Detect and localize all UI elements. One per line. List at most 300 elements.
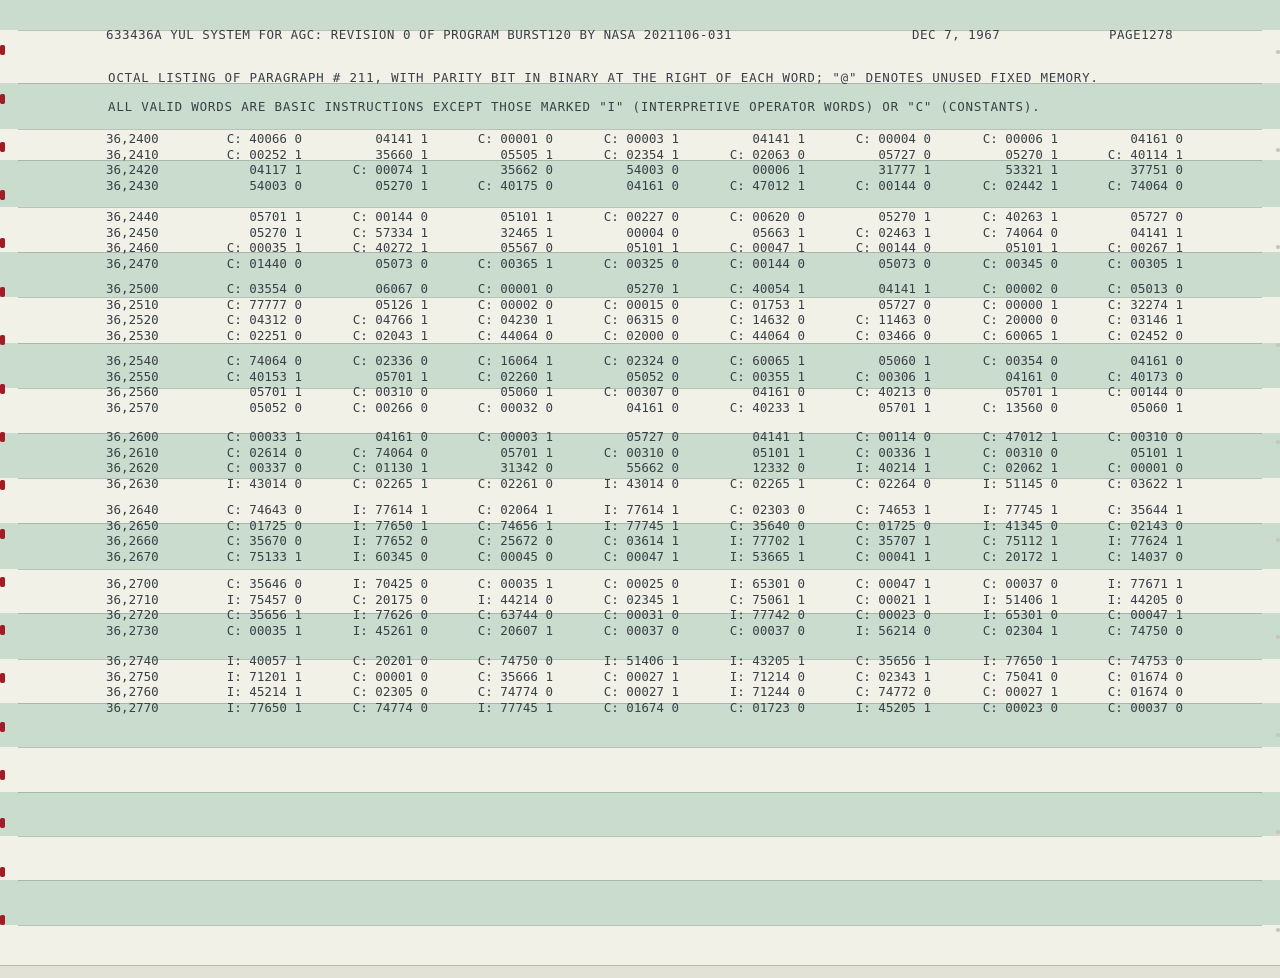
listing-word: C: 75112 1 — [982, 533, 1058, 548]
listing-description-line1: OCTAL LISTING OF PARAGRAPH # 211, WITH PARITY BIT IN BINARY AT THE RIGHT OF EACH WORD; "@" DENOTES UNUSED FIXED MEMORY. — [108, 70, 1099, 85]
listing-word: C: 00266 0 — [352, 399, 428, 415]
listing-row — [0, 533, 1280, 548]
listing-word: 31342 0 — [500, 460, 553, 475]
listing-word: 04161 0 — [1130, 131, 1183, 146]
listing-word: C: 40233 1 — [729, 399, 805, 415]
listing-row — [0, 518, 1280, 533]
listing-word: C: 02251 0 — [226, 327, 302, 343]
listing-word: C: 00033 1 — [226, 429, 302, 444]
listing-word: 05101 1 — [752, 444, 805, 460]
listing-word: C: 02343 1 — [855, 668, 931, 684]
listing-word: C: 40213 0 — [855, 384, 931, 399]
listing-address: 36,2400 — [106, 131, 159, 146]
listing-address: 36,2700 — [106, 576, 159, 591]
listing-word: C: 02305 0 — [352, 684, 428, 699]
listing-row — [0, 592, 1280, 607]
listing-word: 05727 0 — [626, 429, 679, 444]
listing-row — [0, 369, 1280, 384]
listing-word: C: 74064 0 — [982, 224, 1058, 240]
listing-word: 05060 1 — [500, 384, 553, 399]
listing-word: C: 74064 0 — [226, 353, 302, 368]
listing-word: 54003 0 — [626, 162, 679, 177]
listing-word: C: 02442 1 — [982, 177, 1058, 193]
listing-word: C: 00023 0 — [855, 607, 931, 622]
listing-word: 05727 0 — [878, 146, 931, 162]
feed-hole-left — [0, 915, 5, 925]
listing-word: C: 00305 1 — [1107, 255, 1183, 271]
listing-word: C: 74753 0 — [1107, 653, 1183, 668]
listing-word: I: 77671 1 — [1107, 576, 1183, 591]
listing-word: C: 02143 0 — [1107, 517, 1183, 533]
listing-word: C: 40173 0 — [1107, 368, 1183, 384]
listing-row — [0, 312, 1280, 327]
listing-word: C: 00037 0 — [729, 622, 805, 638]
listing-address: 36,2740 — [106, 653, 159, 668]
listing-word: C: 20175 0 — [352, 591, 428, 607]
listing-word: C: 00002 0 — [477, 296, 553, 312]
listing-address: 36,2540 — [106, 353, 159, 368]
listing-word: C: 06315 0 — [603, 312, 679, 327]
listing-row — [0, 225, 1280, 240]
listing-word: 05101 1 — [1005, 240, 1058, 255]
listing-word: I: 40214 1 — [855, 460, 931, 475]
feed-hole-right — [1276, 50, 1280, 54]
listing-word: C: 00035 1 — [477, 576, 553, 591]
listing-row — [0, 429, 1280, 444]
listing-word: C: 14037 0 — [1107, 548, 1183, 564]
listing-word: C: 74064 0 — [352, 444, 428, 460]
feed-hole-left — [0, 770, 5, 780]
listing-address: 36,2630 — [106, 475, 159, 491]
listing-word: C: 75061 1 — [729, 591, 805, 607]
listing-word: C: 02354 1 — [603, 146, 679, 162]
listing-word: I: 77745 1 — [477, 699, 553, 715]
listing-address: 36,2570 — [106, 399, 159, 415]
listing-word: C: 47012 1 — [729, 177, 805, 193]
listing-word: I: 43014 0 — [603, 475, 679, 491]
listing-address: 36,2620 — [106, 460, 159, 475]
listing-word: 04161 0 — [626, 399, 679, 415]
listing-word: C: 01440 0 — [226, 255, 302, 271]
listing-word: 32465 1 — [500, 224, 553, 240]
listing-word: C: 00620 0 — [729, 209, 805, 224]
listing-word: 54003 0 — [249, 177, 302, 193]
listing-word: C: 32274 1 — [1107, 296, 1183, 312]
listing-word: 04141 1 — [878, 281, 931, 296]
listing-word: C: 02043 1 — [352, 327, 428, 343]
listing-word: 31777 1 — [878, 162, 931, 177]
listing-word: 12332 0 — [752, 460, 805, 475]
listing-address: 36,2720 — [106, 607, 159, 622]
listing-word: C: 35656 1 — [226, 607, 302, 622]
listing-word: 53321 1 — [1005, 162, 1058, 177]
listing-word: I: 77650 1 — [982, 653, 1058, 668]
listing-word: C: 74643 0 — [226, 502, 302, 517]
listing-address: 36,2660 — [106, 533, 159, 548]
listing-word: C: 02063 0 — [729, 146, 805, 162]
feed-hole-right — [1276, 928, 1280, 932]
listing-word: 05126 1 — [375, 296, 428, 312]
listing-word: 05701 1 — [500, 444, 553, 460]
listing-word: I: 71244 0 — [729, 684, 805, 699]
listing-word: 05701 1 — [249, 384, 302, 399]
listing-word: 00006 1 — [752, 162, 805, 177]
listing-word: C: 74064 0 — [1107, 177, 1183, 193]
listing-word: C: 00144 0 — [855, 177, 931, 193]
listing-row — [0, 240, 1280, 255]
listing-word: I: 77624 1 — [1107, 533, 1183, 548]
green-bar — [0, 880, 1280, 925]
listing-word: C: 00355 1 — [729, 368, 805, 384]
listing-word: C: 00325 0 — [603, 255, 679, 271]
listing-word: I: 77745 1 — [603, 517, 679, 533]
listing-word: I: 44205 0 — [1107, 591, 1183, 607]
listing-address: 36,2650 — [106, 517, 159, 533]
listing-word: C: 74656 1 — [477, 517, 553, 533]
listing-word: C: 00047 1 — [855, 576, 931, 591]
listing-word: 05727 0 — [878, 296, 931, 312]
header-title: 633436A YUL SYSTEM FOR AGC: REVISION 0 OF PROGRAM BURST120 BY NASA 2021106-031 — [106, 27, 732, 42]
listing-word: I: 43014 0 — [226, 475, 302, 491]
listing-word: C: 00035 1 — [226, 622, 302, 638]
listing-address: 36,2770 — [106, 699, 159, 715]
header-date: DEC 7, 1967 — [912, 27, 1001, 42]
listing-word: 05270 1 — [375, 177, 428, 193]
listing-row — [0, 328, 1280, 343]
listing-word: C: 35646 0 — [226, 576, 302, 591]
listing-word: I: 71214 0 — [729, 668, 805, 684]
listing-row — [0, 209, 1280, 224]
listing-row — [0, 460, 1280, 475]
listing-word: C: 25672 0 — [477, 533, 553, 548]
listing-row — [0, 131, 1280, 146]
listing-word: 05270 1 — [249, 224, 302, 240]
listing-word: C: 35656 1 — [855, 653, 931, 668]
listing-word: C: 00252 1 — [226, 146, 302, 162]
listing-row — [0, 476, 1280, 491]
listing-word: C: 35670 0 — [226, 533, 302, 548]
listing-word: C: 02336 0 — [352, 353, 428, 368]
listing-address: 36,2610 — [106, 444, 159, 460]
listing-word: C: 05013 0 — [1107, 281, 1183, 296]
listing-word: 00004 0 — [626, 224, 679, 240]
listing-word: C: 02064 1 — [477, 502, 553, 517]
listing-word: C: 00023 0 — [982, 699, 1058, 715]
listing-word: C: 00227 0 — [603, 209, 679, 224]
listing-word: C: 00002 0 — [982, 281, 1058, 296]
listing-word: C: 00015 0 — [603, 296, 679, 312]
listing-word: C: 20607 1 — [477, 622, 553, 638]
listing-word: C: 04230 1 — [477, 312, 553, 327]
listing-word: I: 45261 0 — [352, 622, 428, 638]
listing-word: I: 77652 0 — [352, 533, 428, 548]
paper-bottom-edge — [0, 965, 1280, 978]
listing-word: C: 00021 1 — [855, 591, 931, 607]
listing-row — [0, 400, 1280, 415]
listing-word: C: 00035 1 — [226, 240, 302, 255]
listing-word: 35662 0 — [500, 162, 553, 177]
listing-word: C: 01725 0 — [226, 517, 302, 533]
listing-word: C: 02345 1 — [603, 591, 679, 607]
listing-word: C: 03622 1 — [1107, 475, 1183, 491]
listing-word: C: 35644 1 — [1107, 502, 1183, 517]
listing-word: 04141 1 — [752, 131, 805, 146]
listing-word: C: 04766 1 — [352, 312, 428, 327]
listing-word: 04161 0 — [1130, 353, 1183, 368]
listing-word: I: 40057 1 — [226, 653, 302, 668]
listing-word: C: 02264 0 — [855, 475, 931, 491]
listing-word: 06067 0 — [375, 281, 428, 296]
listing-word: C: 03614 1 — [603, 533, 679, 548]
listing-row — [0, 178, 1280, 193]
listing-word: I: 70425 0 — [352, 576, 428, 591]
listing-word: C: 02260 1 — [477, 368, 553, 384]
listing-word: I: 60345 0 — [352, 548, 428, 564]
listing-word: C: 00047 1 — [729, 240, 805, 255]
listing-word: 04161 0 — [752, 384, 805, 399]
listing-word: C: 00337 0 — [226, 460, 302, 475]
listing-address: 36,2460 — [106, 240, 159, 255]
listing-word: C: 01130 1 — [352, 460, 428, 475]
listing-word: C: 00027 1 — [982, 684, 1058, 699]
listing-word: C: 74774 0 — [352, 699, 428, 715]
listing-word: I: 51406 1 — [603, 653, 679, 668]
listing-description-line2: ALL VALID WORDS ARE BASIC INSTRUCTIONS EXCEPT THOSE MARKED "I" (INTERPRETIVE OPERATOR WORDS) OR "C" (CONSTANTS). — [108, 99, 1041, 114]
listing-word: C: 00001 0 — [1107, 460, 1183, 475]
listing-word: C: 00310 0 — [982, 444, 1058, 460]
listing-address: 36,2410 — [106, 146, 159, 162]
listing-word: I: 43205 1 — [729, 653, 805, 668]
listing-word: C: 63744 0 — [477, 607, 553, 622]
listing-word: C: 77777 0 — [226, 296, 302, 312]
listing-address: 36,2730 — [106, 622, 159, 638]
listing-address: 36,2430 — [106, 177, 159, 193]
listing-word: C: 40175 0 — [477, 177, 553, 193]
listing-word: 04141 1 — [1130, 224, 1183, 240]
listing-word: I: 77745 1 — [982, 502, 1058, 517]
listing-address: 36,2750 — [106, 668, 159, 684]
listing-word: 05567 0 — [500, 240, 553, 255]
listing-word: C: 02452 0 — [1107, 327, 1183, 343]
listing-word: 05052 0 — [249, 399, 302, 415]
listing-word: C: 00041 1 — [855, 548, 931, 564]
listing-word: C: 44064 0 — [477, 327, 553, 343]
listing-word: I: 56214 0 — [855, 622, 931, 638]
listing-word: C: 00074 1 — [352, 162, 428, 177]
listing-word: 05727 0 — [1130, 209, 1183, 224]
listing-word: C: 35666 1 — [477, 668, 553, 684]
listing-word: I: 77614 1 — [352, 502, 428, 517]
listing-row — [0, 445, 1280, 460]
listing-word: 05270 1 — [626, 281, 679, 296]
listing-word: C: 00045 0 — [477, 548, 553, 564]
listing-word: I: 77702 1 — [729, 533, 805, 548]
listing-word: I: 77626 0 — [352, 607, 428, 622]
listing-word: C: 16064 1 — [477, 353, 553, 368]
listing-word: I: 44214 0 — [477, 591, 553, 607]
listing-word: C: 03554 0 — [226, 281, 302, 296]
listing-word: C: 00025 0 — [603, 576, 679, 591]
listing-word: 04141 1 — [752, 429, 805, 444]
listing-word: C: 02265 1 — [352, 475, 428, 491]
listing-word: 05505 1 — [500, 146, 553, 162]
listing-word: I: 53665 1 — [729, 548, 805, 564]
listing-word: C: 20000 0 — [982, 312, 1058, 327]
listing-word: C: 11463 0 — [855, 312, 931, 327]
listing-word: I: 77650 1 — [226, 699, 302, 715]
listing-word: C: 01674 0 — [1107, 684, 1183, 699]
listing-row — [0, 623, 1280, 638]
listing-word: C: 02463 1 — [855, 224, 931, 240]
listing-word: C: 02265 1 — [729, 475, 805, 491]
listing-word: C: 00000 1 — [982, 296, 1058, 312]
listing-word: I: 75457 0 — [226, 591, 302, 607]
listing-word: C: 02062 1 — [982, 460, 1058, 475]
listing-word: C: 00306 1 — [855, 368, 931, 384]
feed-hole-left — [0, 722, 5, 732]
listing-word: 05270 1 — [1005, 146, 1058, 162]
listing-word: 04161 0 — [1005, 368, 1058, 384]
listing-word: 37751 0 — [1130, 162, 1183, 177]
listing-word: C: 47012 1 — [982, 429, 1058, 444]
listing-address: 36,2470 — [106, 255, 159, 271]
listing-address: 36,2670 — [106, 548, 159, 564]
listing-word: C: 01753 1 — [729, 296, 805, 312]
feed-hole-right — [1276, 830, 1280, 834]
listing-row — [0, 653, 1280, 668]
listing-word: C: 00144 0 — [729, 255, 805, 271]
listing-word: C: 00004 0 — [855, 131, 931, 146]
listing-word: C: 01725 0 — [855, 517, 931, 533]
listing-word: C: 35707 1 — [855, 533, 931, 548]
listing-word: I: 41345 0 — [982, 517, 1058, 533]
green-bar — [0, 792, 1280, 836]
listing-word: 05101 1 — [1130, 444, 1183, 460]
listing-word: 04161 0 — [375, 429, 428, 444]
listing-word: C: 00047 1 — [1107, 607, 1183, 622]
listing-word: C: 40153 1 — [226, 368, 302, 384]
listing-word: C: 57334 1 — [352, 224, 428, 240]
listing-word: 05052 0 — [626, 368, 679, 384]
listing-word: C: 01723 0 — [729, 699, 805, 715]
listing-word: 55662 0 — [626, 460, 679, 475]
listing-word: C: 04312 0 — [226, 312, 302, 327]
listing-address: 36,2550 — [106, 368, 159, 384]
listing-word: C: 00031 0 — [603, 607, 679, 622]
listing-word: 05073 0 — [375, 255, 428, 271]
listing-row — [0, 353, 1280, 368]
listing-address: 36,2440 — [106, 209, 159, 224]
listing-word: C: 00345 0 — [982, 255, 1058, 271]
listing-row — [0, 297, 1280, 312]
listing-row — [0, 669, 1280, 684]
listing-word: C: 20172 1 — [982, 548, 1058, 564]
listing-word: C: 00365 1 — [477, 255, 553, 271]
listing-row — [0, 700, 1280, 715]
listing-word: C: 02614 0 — [226, 444, 302, 460]
listing-word: C: 00001 0 — [352, 668, 428, 684]
listing-word: 35660 1 — [375, 146, 428, 162]
listing-address: 36,2640 — [106, 502, 159, 517]
listing-word: C: 20201 0 — [352, 653, 428, 668]
listing-word: C: 01674 0 — [1107, 668, 1183, 684]
listing-word: C: 03146 1 — [1107, 312, 1183, 327]
listing-word: C: 00307 0 — [603, 384, 679, 399]
listing-word: C: 13560 0 — [982, 399, 1058, 415]
listing-word: C: 60065 1 — [982, 327, 1058, 343]
listing-row — [0, 502, 1280, 517]
listing-word: C: 40263 1 — [982, 209, 1058, 224]
listing-word: C: 00037 0 — [1107, 699, 1183, 715]
listing-row — [0, 576, 1280, 591]
listing-row — [0, 607, 1280, 622]
listing-row — [0, 684, 1280, 699]
listing-word: 05101 1 — [500, 209, 553, 224]
listing-word: C: 75041 0 — [982, 668, 1058, 684]
listing-word: C: 74750 0 — [1107, 622, 1183, 638]
feed-hole-right — [1276, 343, 1280, 347]
listing-word: C: 35640 0 — [729, 517, 805, 533]
listing-word: I: 45214 1 — [226, 684, 302, 699]
listing-address: 36,2530 — [106, 327, 159, 343]
listing-word: C: 00001 0 — [477, 281, 553, 296]
feed-hole-left — [0, 867, 5, 877]
listing-word: C: 00144 0 — [1107, 384, 1183, 399]
feed-hole-left — [0, 94, 5, 104]
listing-word: C: 00144 0 — [352, 209, 428, 224]
listing-word: C: 00310 0 — [1107, 429, 1183, 444]
feed-hole-right — [1276, 733, 1280, 737]
listing-word: I: 71201 1 — [226, 668, 302, 684]
listing-word: C: 00037 0 — [982, 576, 1058, 591]
listing-word: I: 77614 1 — [603, 502, 679, 517]
listing-word: C: 40114 1 — [1107, 146, 1183, 162]
listing-word: C: 02261 0 — [477, 475, 553, 491]
listing-word: 05701 1 — [878, 399, 931, 415]
listing-word: C: 00001 0 — [477, 131, 553, 146]
listing-word: C: 74772 0 — [855, 684, 931, 699]
listing-word: 05701 1 — [249, 209, 302, 224]
listing-address: 36,2520 — [106, 312, 159, 327]
listing-word: I: 65301 0 — [729, 576, 805, 591]
listing-word: C: 00006 1 — [982, 131, 1058, 146]
listing-word: I: 51145 0 — [982, 475, 1058, 491]
listing-address: 36,2600 — [106, 429, 159, 444]
listing-word: C: 00310 0 — [352, 384, 428, 399]
listing-row — [0, 384, 1280, 399]
listing-row — [0, 147, 1280, 162]
listing-word: C: 02303 0 — [729, 502, 805, 517]
green-bar — [0, 0, 1280, 30]
listing-address: 36,2500 — [106, 281, 159, 296]
listing-word: C: 40272 1 — [352, 240, 428, 255]
listing-word: C: 74653 1 — [855, 502, 931, 517]
feed-hole-left — [0, 45, 5, 55]
listing-word: C: 00003 1 — [603, 131, 679, 146]
listing-row — [0, 549, 1280, 564]
listing-word: 05663 1 — [752, 224, 805, 240]
listing-word: I: 77650 1 — [352, 517, 428, 533]
listing-word: 04117 1 — [249, 162, 302, 177]
listing-word: C: 00032 0 — [477, 399, 553, 415]
listing-word: 05701 1 — [1005, 384, 1058, 399]
listing-row — [0, 281, 1280, 296]
listing-row — [0, 256, 1280, 271]
listing-word: C: 00027 1 — [603, 668, 679, 684]
listing-word: C: 00114 0 — [855, 429, 931, 444]
listing-address: 36,2450 — [106, 224, 159, 240]
listing-word: 04161 0 — [626, 177, 679, 193]
